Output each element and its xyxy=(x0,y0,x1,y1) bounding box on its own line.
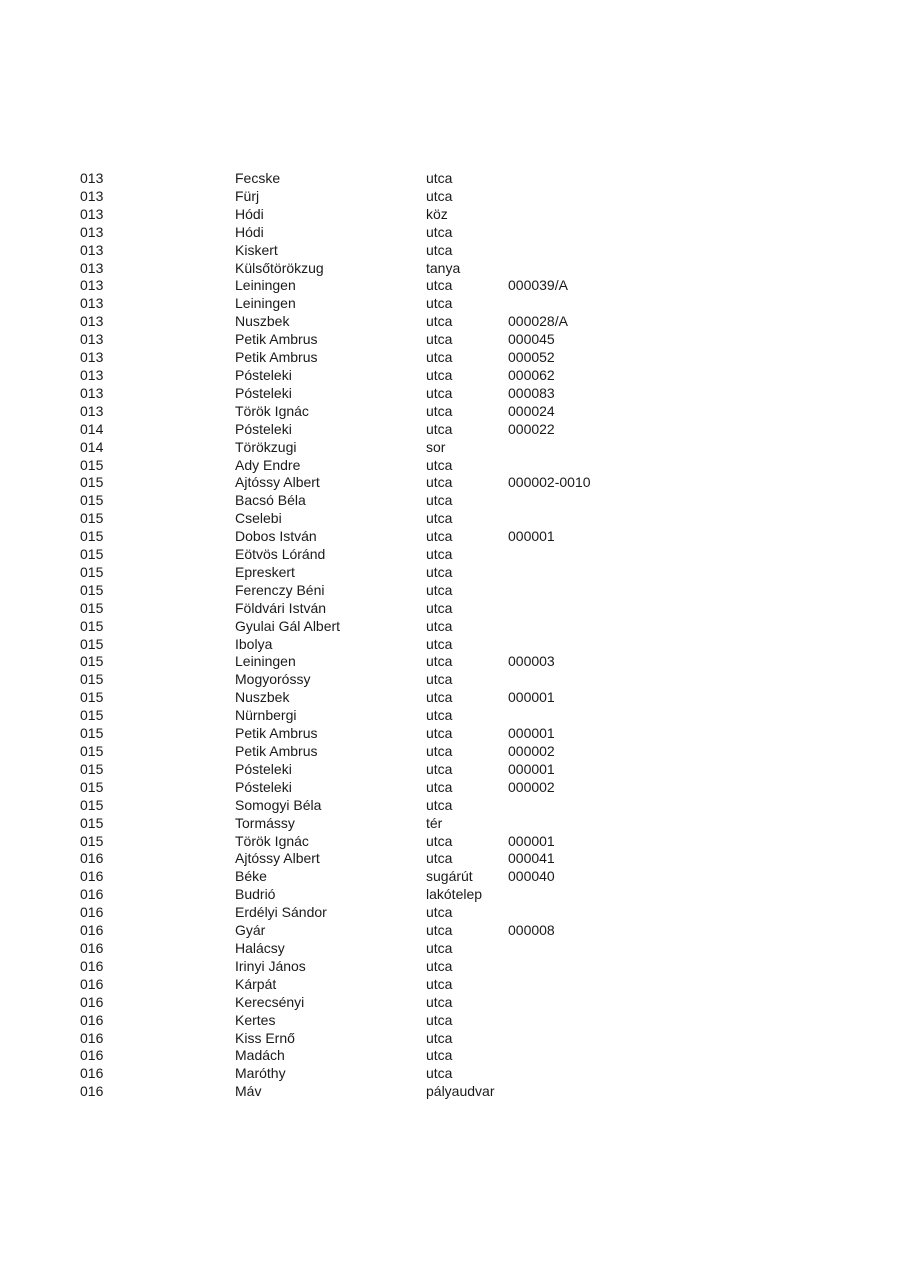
table-row xyxy=(0,653,906,671)
street-type-cell: tanya xyxy=(426,259,461,276)
street-type-cell: utca xyxy=(426,904,453,921)
district-code-cell: 016 xyxy=(80,904,104,921)
street-name-cell: Tormássy xyxy=(235,814,295,831)
table-row xyxy=(0,779,906,797)
street-name-cell: Kertes xyxy=(235,1011,276,1028)
street-name-cell: Madách xyxy=(235,1047,285,1064)
street-name-cell: Petik Ambrus xyxy=(235,331,318,348)
house-number-cell: 000062 xyxy=(508,366,555,383)
street-name-cell: Leiningen xyxy=(235,277,296,294)
street-name-cell: Hódi xyxy=(235,223,264,240)
street-name-cell: Pósteleki xyxy=(235,366,292,383)
district-code-cell: 016 xyxy=(80,993,104,1010)
street-name-cell: Kiss Ernő xyxy=(235,1029,295,1046)
street-type-cell: utca xyxy=(426,510,453,527)
district-code-cell: 013 xyxy=(80,241,104,258)
table-row xyxy=(0,510,906,528)
house-number-cell: 000040 xyxy=(508,868,555,885)
street-type-cell: utca xyxy=(426,170,453,186)
street-type-cell: utca xyxy=(426,581,453,598)
street-name-cell: Ajtóssy Albert xyxy=(235,850,320,867)
house-number-cell: 000001 xyxy=(508,760,555,777)
table-row xyxy=(0,940,906,958)
district-code-cell: 015 xyxy=(80,671,104,688)
street-name-cell: Béke xyxy=(235,868,267,885)
house-number-cell: 000001 xyxy=(508,689,555,706)
street-type-cell: utca xyxy=(426,760,453,777)
district-code-cell: 015 xyxy=(80,707,104,724)
street-type-cell: utca xyxy=(426,957,453,974)
district-code-cell: 016 xyxy=(80,886,104,903)
street-type-cell: utca xyxy=(426,456,453,473)
street-name-cell: Bacsó Béla xyxy=(235,492,306,509)
table-row xyxy=(0,725,906,743)
street-name-cell: Somogyi Béla xyxy=(235,796,322,813)
street-type-cell: utca xyxy=(426,331,453,348)
street-name-cell: Kiskert xyxy=(235,241,278,258)
street-type-cell: utca xyxy=(426,366,453,383)
street-type-cell: sor xyxy=(426,438,446,455)
district-code-cell: 015 xyxy=(80,599,104,616)
street-type-cell: utca xyxy=(426,922,453,939)
district-code-cell: 015 xyxy=(80,528,104,545)
street-name-cell: Pósteleki xyxy=(235,384,292,401)
district-code-cell: 016 xyxy=(80,868,104,885)
district-code-cell: 013 xyxy=(80,277,104,294)
district-code-cell: 015 xyxy=(80,510,104,527)
district-code-cell: 015 xyxy=(80,778,104,795)
street-name-cell: Nuszbek xyxy=(235,689,290,706)
table-row xyxy=(0,367,906,385)
district-code-cell: 015 xyxy=(80,725,104,742)
district-code-cell: 016 xyxy=(80,1083,104,1100)
street-type-cell: utca xyxy=(426,313,453,330)
table-row xyxy=(0,886,906,904)
street-type-cell: utca xyxy=(426,492,453,509)
street-name-cell: Földvári István xyxy=(235,599,327,616)
street-type-cell: utca xyxy=(426,384,453,401)
house-number-cell: 000003 xyxy=(508,653,555,670)
district-code-cell: 015 xyxy=(80,546,104,563)
district-code-cell: 015 xyxy=(80,474,104,491)
street-name-cell: Ajtóssy Albert xyxy=(235,474,320,491)
table-row xyxy=(0,564,906,582)
district-code-cell: 013 xyxy=(80,313,104,330)
table-row xyxy=(0,349,906,367)
district-code-cell: 015 xyxy=(80,492,104,509)
table-row xyxy=(0,797,906,815)
table-row xyxy=(0,850,906,868)
district-code-cell: 013 xyxy=(80,170,104,186)
street-name-cell: Fecske xyxy=(235,170,281,186)
district-code-cell: 013 xyxy=(80,384,104,401)
street-type-cell: utca xyxy=(426,349,453,366)
street-name-cell: Kerecsényi xyxy=(235,993,305,1010)
street-name-cell: Törökzugi xyxy=(235,438,297,455)
street-type-cell: utca xyxy=(426,635,453,652)
table-row xyxy=(0,457,906,475)
table-row xyxy=(0,1047,906,1065)
street-type-cell: utca xyxy=(426,474,453,491)
table-row xyxy=(0,331,906,349)
street-name-cell: Nuszbek xyxy=(235,313,290,330)
street-name-cell: Ferenczy Béni xyxy=(235,581,325,598)
table-row xyxy=(0,833,906,851)
street-type-cell: utca xyxy=(426,939,453,956)
street-name-cell: Petik Ambrus xyxy=(235,725,318,742)
street-name-cell: Halácsy xyxy=(235,939,285,956)
street-name-cell: Gyár xyxy=(235,922,266,939)
district-code-cell: 016 xyxy=(80,975,104,992)
house-number-cell: 000024 xyxy=(508,402,555,419)
table-row xyxy=(0,922,906,940)
street-type-cell: utca xyxy=(426,223,453,240)
table-row xyxy=(0,958,906,976)
street-type-cell: utca xyxy=(426,277,453,294)
street-type-cell: utca xyxy=(426,671,453,688)
street-type-cell: utca xyxy=(426,832,453,849)
street-type-cell: utca xyxy=(426,599,453,616)
street-type-cell: utca xyxy=(426,295,453,312)
street-name-cell: Máv xyxy=(235,1083,262,1100)
table-row xyxy=(0,546,906,564)
table-row xyxy=(0,260,906,278)
table-row xyxy=(0,707,906,725)
street-name-cell: Pósteleki xyxy=(235,420,292,437)
street-type-cell: lakótelep xyxy=(426,886,483,903)
street-name-cell: Mogyoróssy xyxy=(235,671,311,688)
district-code-cell: 016 xyxy=(80,922,104,939)
street-name-cell: Gyulai Gál Albert xyxy=(235,617,341,634)
street-type-cell: utca xyxy=(426,796,453,813)
table-row xyxy=(0,206,906,224)
district-code-cell: 015 xyxy=(80,689,104,706)
street-type-cell: utca xyxy=(426,402,453,419)
table-row xyxy=(0,600,906,618)
street-type-cell: utca xyxy=(426,546,453,563)
street-name-cell: Petik Ambrus xyxy=(235,349,318,366)
table-row xyxy=(0,385,906,403)
street-name-cell: Leiningen xyxy=(235,295,296,312)
street-type-cell: utca xyxy=(426,707,453,724)
district-code-cell: 013 xyxy=(80,366,104,383)
street-name-cell: Leiningen xyxy=(235,653,296,670)
house-number-cell: 000052 xyxy=(508,349,555,366)
street-name-cell: Eötvös Lóránd xyxy=(235,546,326,563)
street-type-cell: köz xyxy=(426,205,448,222)
district-code-cell: 014 xyxy=(80,438,104,455)
street-type-cell: utca xyxy=(426,743,453,759)
district-code-cell: 013 xyxy=(80,331,104,348)
district-code-cell: 015 xyxy=(80,635,104,652)
table-row xyxy=(0,1012,906,1030)
street-type-cell: utca xyxy=(426,725,453,742)
table-row xyxy=(0,1030,906,1048)
table-row xyxy=(0,242,906,260)
street-type-cell: utca xyxy=(426,850,453,867)
table-row xyxy=(0,170,906,188)
table-row xyxy=(0,1083,906,1101)
table-row xyxy=(0,295,906,313)
street-name-cell: Török Ignác xyxy=(235,832,309,849)
table-row xyxy=(0,618,906,636)
street-name-cell: Irinyi János xyxy=(235,957,306,974)
house-number-cell: 000001 xyxy=(508,832,555,849)
district-code-cell: 015 xyxy=(80,456,104,473)
table-row xyxy=(0,439,906,457)
district-code-cell: 015 xyxy=(80,653,104,670)
street-name-cell: Hódi xyxy=(235,205,264,222)
street-type-cell: utca xyxy=(426,1011,453,1028)
street-type-cell: utca xyxy=(426,563,453,580)
street-type-cell: tér xyxy=(426,814,443,831)
street-name-cell: Erdélyi Sándor xyxy=(235,904,327,921)
street-type-cell: utca xyxy=(426,1065,453,1082)
table-row xyxy=(0,743,906,761)
address-table xyxy=(0,170,906,1101)
district-code-cell: 015 xyxy=(80,563,104,580)
street-name-cell: Nürnbergi xyxy=(235,707,297,724)
house-number-cell: 000022 xyxy=(508,420,555,437)
district-code-cell: 013 xyxy=(80,295,104,312)
district-code-cell: 016 xyxy=(80,850,104,867)
table-row xyxy=(0,313,906,331)
street-name-cell: Epreskert xyxy=(235,563,295,580)
street-name-cell: Ibolya xyxy=(235,635,273,652)
district-code-cell: 016 xyxy=(80,1029,104,1046)
table-row xyxy=(0,815,906,833)
street-type-cell: utca xyxy=(426,187,453,204)
street-name-cell: Pósteleki xyxy=(235,760,292,777)
table-row xyxy=(0,904,906,922)
house-number-cell: 000002-0010 xyxy=(508,474,591,491)
district-code-cell: 013 xyxy=(80,259,104,276)
district-code-cell: 016 xyxy=(80,1011,104,1028)
district-code-cell: 016 xyxy=(80,939,104,956)
street-type-cell: utca xyxy=(426,241,453,258)
district-code-cell: 015 xyxy=(80,760,104,777)
table-row xyxy=(0,994,906,1012)
district-code-cell: 013 xyxy=(80,205,104,222)
street-type-cell: utca xyxy=(426,975,453,992)
table-row xyxy=(0,492,906,510)
house-number-cell: 000039/A xyxy=(508,277,568,294)
table-row xyxy=(0,277,906,295)
street-name-cell: Fürj xyxy=(235,187,260,204)
table-row xyxy=(0,582,906,600)
table-row xyxy=(0,188,906,206)
table-row xyxy=(0,976,906,994)
district-code-cell: 016 xyxy=(80,1047,104,1064)
table-row xyxy=(0,636,906,654)
district-code-cell: 015 xyxy=(80,743,104,759)
street-name-cell: Cselebi xyxy=(235,510,282,527)
table-row xyxy=(0,421,906,439)
district-code-cell: 015 xyxy=(80,581,104,598)
street-type-cell: utca xyxy=(426,689,453,706)
district-code-cell: 015 xyxy=(80,617,104,634)
table-row xyxy=(0,528,906,546)
house-number-cell: 000001 xyxy=(508,528,555,545)
table-row xyxy=(0,868,906,886)
street-type-cell: utca xyxy=(426,993,453,1010)
street-name-cell: Kárpát xyxy=(235,975,277,992)
district-code-cell: 013 xyxy=(80,187,104,204)
table-row xyxy=(0,474,906,492)
district-code-cell: 016 xyxy=(80,957,104,974)
street-type-cell: utca xyxy=(426,420,453,437)
district-code-cell: 013 xyxy=(80,223,104,240)
house-number-cell: 000045 xyxy=(508,331,555,348)
house-number-cell: 000041 xyxy=(508,850,555,867)
house-number-cell: 000001 xyxy=(508,725,555,742)
street-type-cell: utca xyxy=(426,778,453,795)
table-row xyxy=(0,224,906,242)
street-name-cell: Maróthy xyxy=(235,1065,286,1082)
street-type-cell: utca xyxy=(426,1029,453,1046)
street-name-cell: Dobos István xyxy=(235,528,317,545)
street-name-cell: Török Ignác xyxy=(235,402,309,419)
house-number-cell: 000028/A xyxy=(508,313,568,330)
table-row xyxy=(0,671,906,689)
district-code-cell: 013 xyxy=(80,402,104,419)
street-name-cell: Pósteleki xyxy=(235,778,292,795)
district-code-cell: 013 xyxy=(80,349,104,366)
table-row xyxy=(0,689,906,707)
district-code-cell: 015 xyxy=(80,814,104,831)
street-type-cell: pályaudvar xyxy=(426,1083,495,1100)
street-type-cell: utca xyxy=(426,528,453,545)
street-type-cell: utca xyxy=(426,1047,453,1064)
street-name-cell: Petik Ambrus xyxy=(235,743,318,759)
house-number-cell: 000002 xyxy=(508,743,555,759)
table-row xyxy=(0,403,906,421)
district-code-cell: 016 xyxy=(80,1065,104,1082)
street-type-cell: sugárút xyxy=(426,868,473,885)
house-number-cell: 000083 xyxy=(508,384,555,401)
district-code-cell: 015 xyxy=(80,796,104,813)
table-row xyxy=(0,761,906,779)
table-row xyxy=(0,1065,906,1083)
street-name-cell: Ady Endre xyxy=(235,456,301,473)
district-code-cell: 015 xyxy=(80,832,104,849)
house-number-cell: 000002 xyxy=(508,778,555,795)
street-type-cell: utca xyxy=(426,653,453,670)
district-code-cell: 014 xyxy=(80,420,104,437)
street-name-cell: Külsőtörökzug xyxy=(235,259,324,276)
house-number-cell: 000008 xyxy=(508,922,555,939)
street-type-cell: utca xyxy=(426,617,453,634)
street-name-cell: Budrió xyxy=(235,886,276,903)
